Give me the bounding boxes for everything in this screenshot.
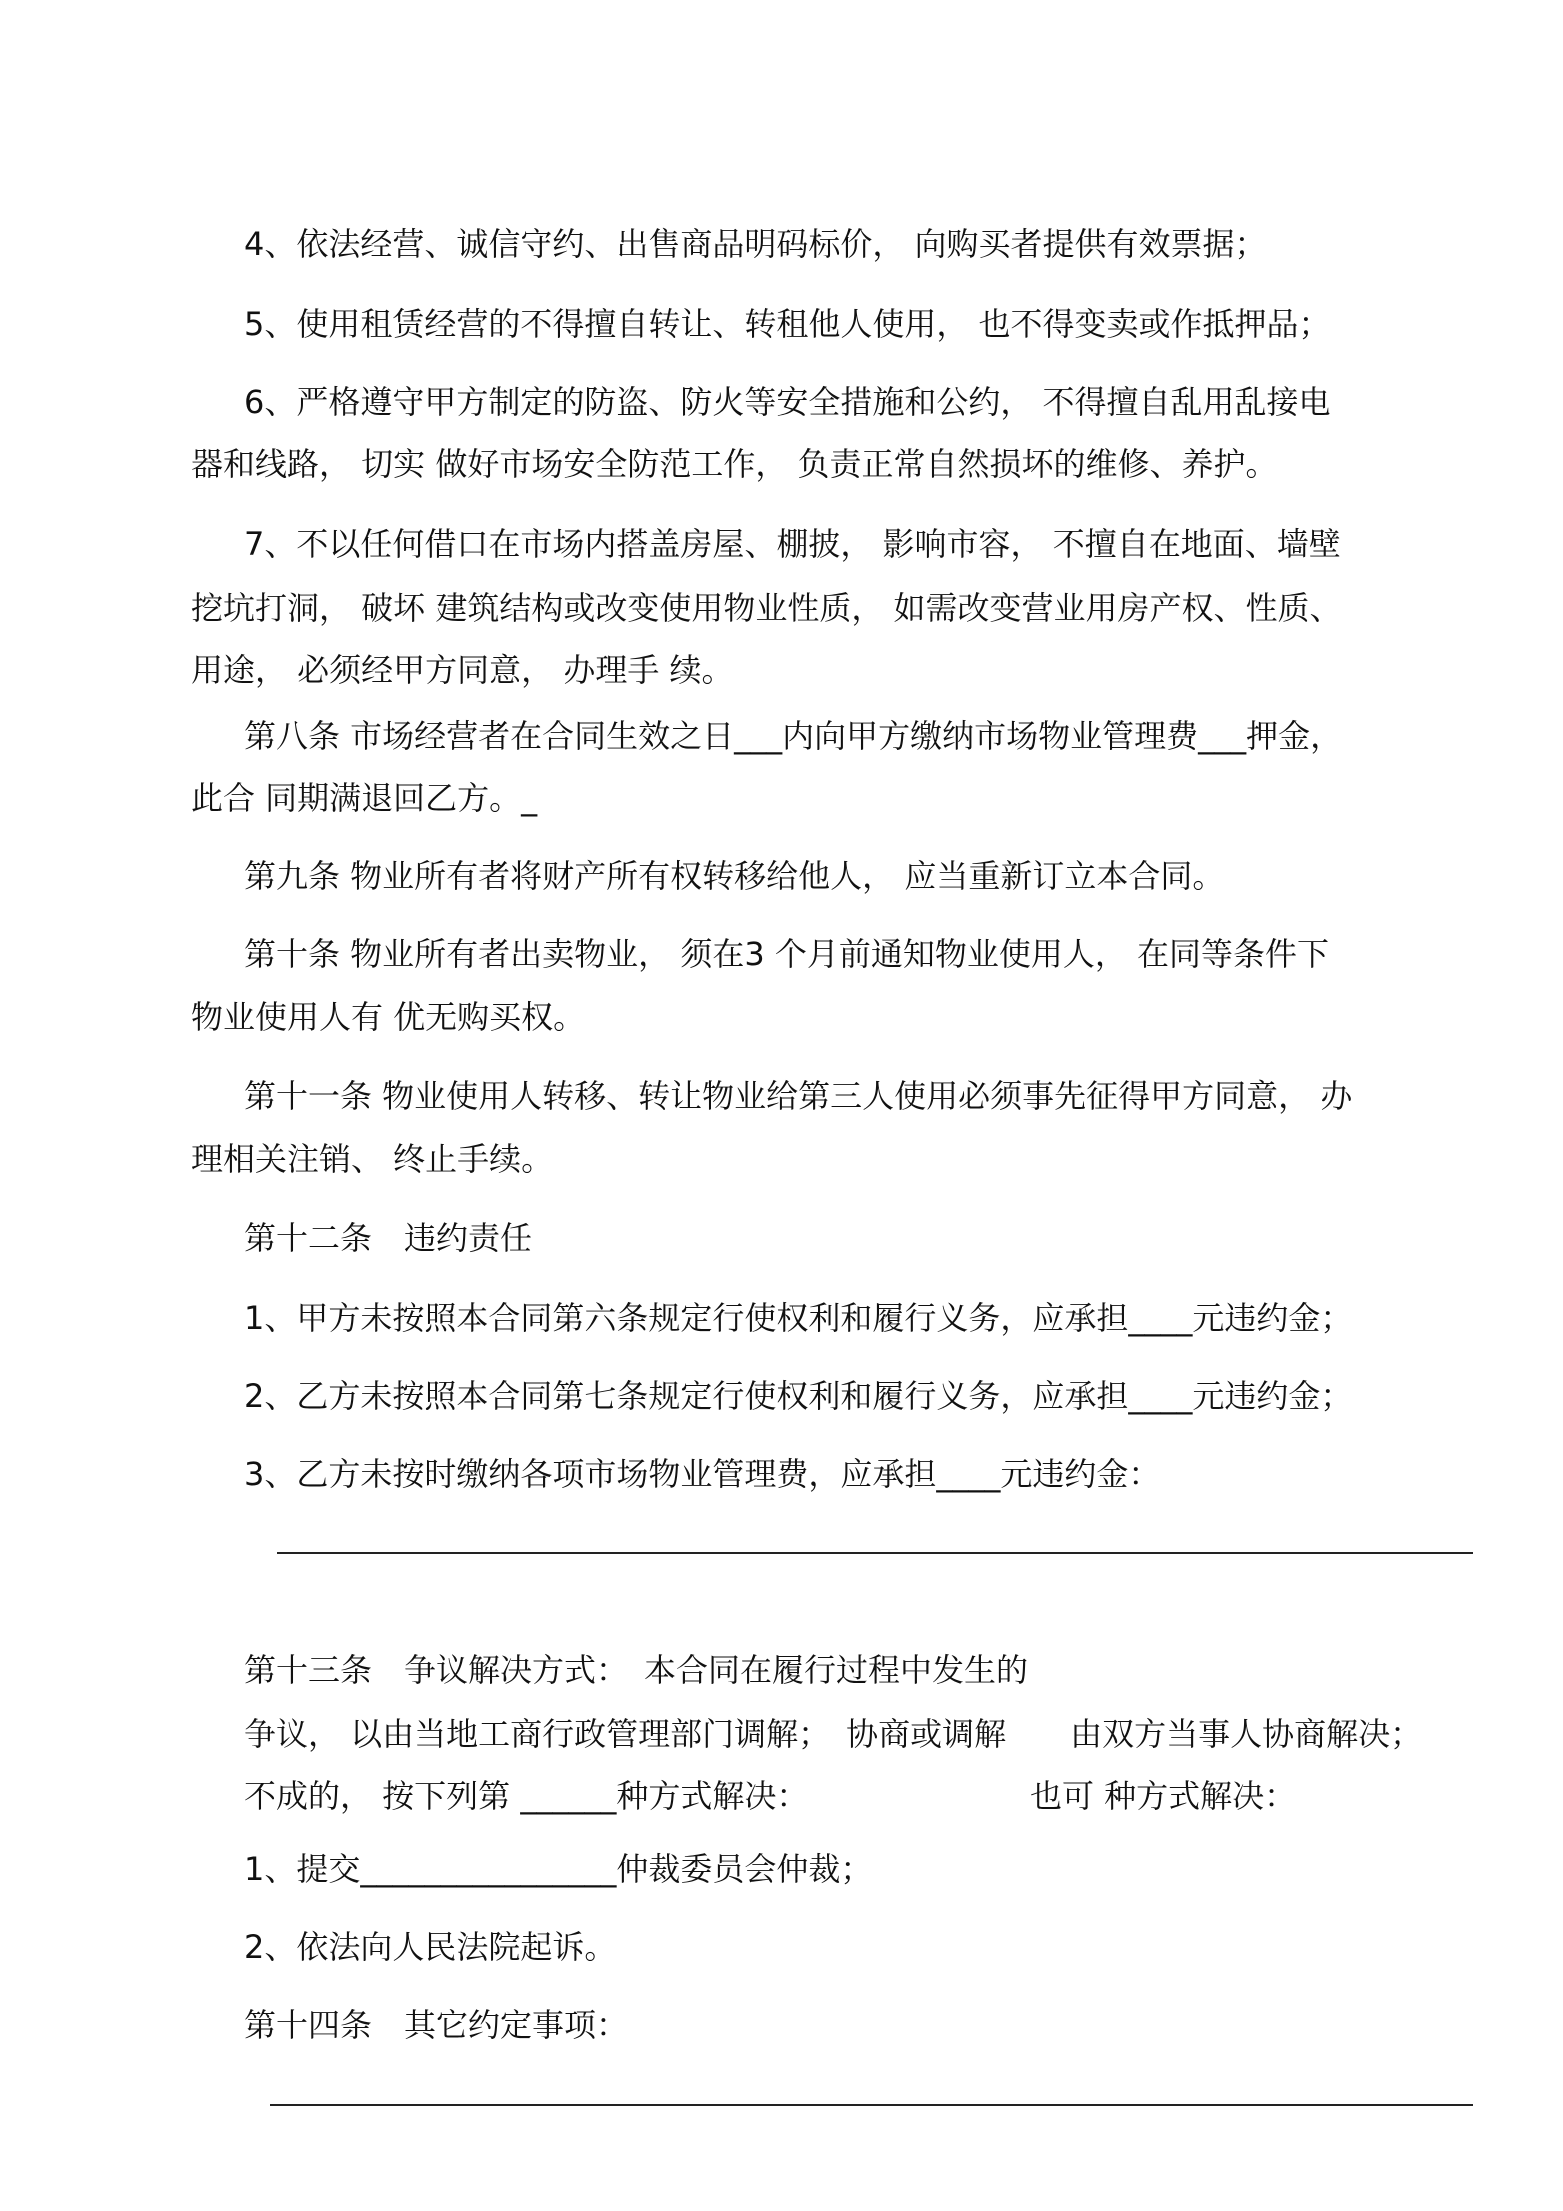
fill-in-line — [277, 1552, 1473, 1554]
clause-7-item-6-line-2: 器和线路， 切实 做好市场安全防范工作， 负责正常自然损坏的维修、养护。 — [191, 445, 1278, 483]
clause-7-item-7-line-2: 挖坑打洞， 破坏 建筑结构或改变使用物业性质， 如需改变营业用房产权、性质、 — [191, 589, 1342, 627]
article-10-line-1: 第十条 物业所有者出卖物业， 须在3 个月前通知物业使用人， 在同等条件下 — [244, 935, 1330, 973]
article-13-line-1: 第十三条 争议解决方式： 本合同在履行过程中发生的 — [244, 1651, 1029, 1689]
fill-in-line — [270, 2104, 1473, 2106]
clause-7-item-5: 5、使用租赁经营的不得擅自转让、转租他人使用， 也不得变卖或作抵押品； — [244, 305, 1331, 343]
article-13-line-3: 不成的， 按下列第 ______种方式解决： — [244, 1777, 809, 1815]
article-12-item-3: 3、乙方未按时缴纳各项市场物业管理费，应承担____元违约金： — [244, 1455, 1161, 1493]
article-12-heading: 第十二条 违约责任 — [244, 1219, 533, 1257]
article-8-line-2: 此合 同期满退回乙方。_ — [191, 779, 538, 817]
clause-7-item-6-line-1: 6、严格遵守甲方制定的防盗、防火等安全措施和公约， 不得擅自乱用乱接电 — [244, 383, 1331, 421]
article-11-line-2: 理相关注销、 终止手续。 — [191, 1140, 554, 1178]
clause-7-item-7-line-3: 用途， 必须经甲方同意， 办理手 续。 — [191, 651, 734, 689]
article-11-line-1: 第十一条 物业使用人转移、转让物业给第三人使用必须事先征得甲方同意， 办 — [244, 1077, 1353, 1115]
clause-7-item-4: 4、依法经营、诚信守约、出售商品明码标价， 向购买者提供有效票据； — [244, 225, 1267, 263]
article-13-alt-method: 也可 种方式解决： — [1030, 1777, 1297, 1815]
article-13-line-2: 争议， 以由当地工商行政管理部门调解； 协商或调解 由双方当事人协商解决； — [244, 1715, 1423, 1753]
article-10-line-2: 物业使用人有 优无购买权。 — [191, 998, 586, 1036]
article-12-item-1: 1、甲方未按照本合同第六条规定行使权利和履行义务，应承担____元违约金； — [244, 1299, 1353, 1337]
clause-7-item-7-line-1: 7、不以任何借口在市场内搭盖房屋、棚披， 影响市容， 不擅自在地面、墙壁 — [244, 525, 1341, 563]
article-13-option-1: 1、提交________________仲裁委员会仲裁； — [244, 1850, 873, 1888]
article-8-line-1: 第八条 市场经营者在合同生效之日___内向甲方缴纳市场物业管理费___押金， — [244, 717, 1343, 755]
article-13-option-2: 2、依法向人民法院起诉。 — [244, 1928, 617, 1966]
article-12-item-2: 2、乙方未按照本合同第七条规定行使权利和履行义务，应承担____元违约金； — [244, 1377, 1353, 1415]
article-9: 第九条 物业所有者将财产所有权转移给他人， 应当重新订立本合同。 — [244, 857, 1225, 895]
article-14-heading: 第十四条 其它约定事项： — [244, 2006, 629, 2044]
